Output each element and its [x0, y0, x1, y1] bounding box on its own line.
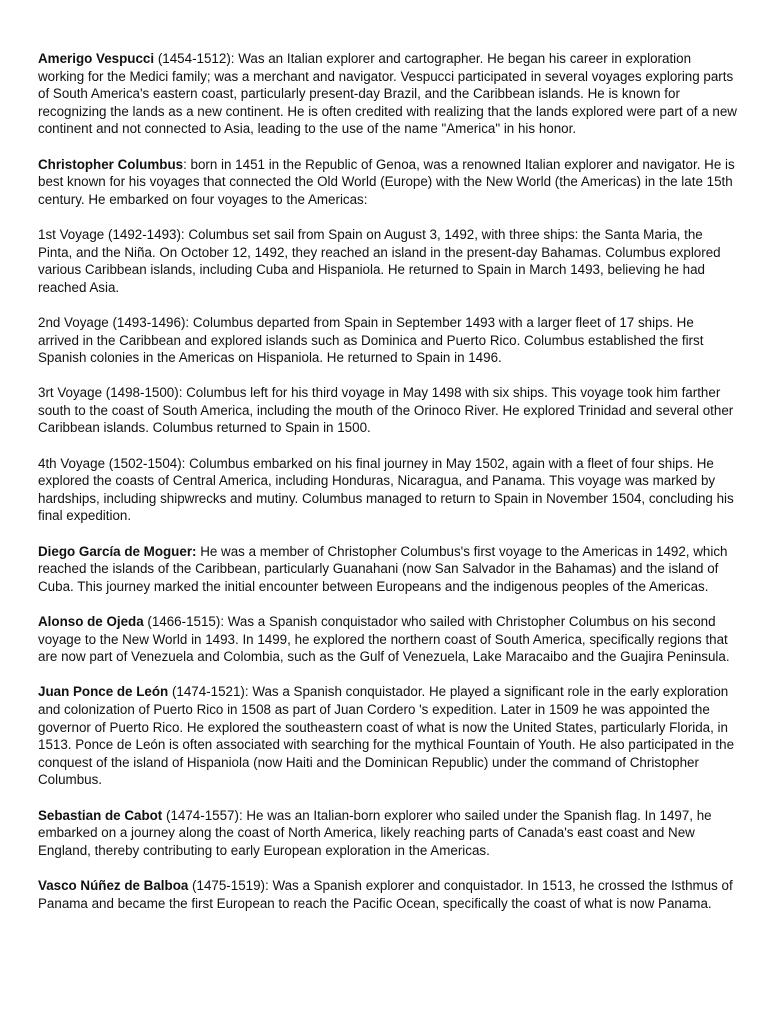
entry-vasco-nunez-de-balboa: [38, 877, 738, 912]
entry-diego-garcia-de-moguer: [38, 543, 738, 596]
entry-alonso-de-ojeda: [38, 613, 738, 666]
explorer-name: Juan Ponce de León: [38, 684, 169, 700]
explorer-description: (1475-1519): Was a Spanish explorer and conquistador. In 1513, he crossed the Isthmus of Panama and became the first European to reach the Pacific Ocean, specifically the coast of what is now Panama.: [38, 877, 733, 911]
explorer-description: : born in 1451 in the Republic of Genoa, was a renowned Italian explorer and navigator. He is best known for his voyages that connected the Old World (Europe) with the New World (the Americas) in the late 15th century. He embarked on four voyages to the Americas:: [38, 156, 735, 207]
explorer-description: He was a member of Christopher Columbus's first voyage to the Americas in 1492, which reached the islands of the Caribbean, particularly Guanahani (now San Salvador in the Bahamas) and the island of Cuba. This journey marked the initial encounter between Europeans and the indigenous peoples of the Americas.: [38, 543, 728, 594]
entry-christopher-columbus: [38, 156, 738, 209]
voyage-2: 2nd Voyage (1493-1496): Columbus departed from Spain in September 1493 with a larger fleet of 17 ships. He arrived in the Caribbean and explored islands such as Dominica and Puerto Rico. Columbus established the first Spanish colonies in the Americas on Hispaniola. He returned to Spain in 1496.: [38, 314, 704, 366]
explorer-name: Diego García de Moguer:: [38, 543, 197, 559]
explorer-name: Vasco Núñez de Balboa: [38, 877, 189, 893]
entry-amerigo-vespucci: [38, 50, 738, 138]
explorer-name: Sebastian de Cabot: [38, 807, 163, 823]
explorer-description: (1474-1521): Was a Spanish conquistador. He played a significant role in the early exploration and colonization of Puerto Rico in 1508 as part of Juan Cordero 's expedition. Later in 1509 he was appointed the governor of Puerto Rico. He explored the southeastern coast of what is now the United States, particularly Florida, in 1513. Ponce de León is often associated with searching for the mythical Fountain of Youth. He also participated in the conquest of the island of Hispaniola (now Haiti and the Dominican Republic) under the command of Christopher Columbus.: [38, 684, 735, 788]
explorer-description: (1454-1512): Was an Italian explorer and cartographer. He began his career in exploration working for the Medici family; was a merchant and navigator. Vespucci participated in several voyages exploring parts of South America's eastern coast, particularly present-day Brazil, and the Caribbean islands. He is known for recognizing the lands as a new continent. He is often credited with realizing that the lands explored were part of a new continent and not connected to Asia, leading to the use of the name "America" in his honor.: [38, 51, 737, 137]
explorer-name: Alonso de Ojeda: [38, 614, 144, 629]
entry-sebastian-de-cabot: [38, 807, 738, 860]
explorer-name: Christopher Columbus: [38, 156, 184, 172]
explorer-description: (1466-1515): Was a Spanish conquistador who sailed with Christopher Columbus on his second voyage to the New World in 1493. In 1499, he explored the northern coast of South America, specifically regions that are now part of Venezuela and Colombia, such as the Gulf of Venezuela, Lake Maracaibo and the Guajira Peninsula.: [38, 614, 730, 665]
document-page: [38, 50, 738, 930]
voyage-1: 1st Voyage (1492-1493): Columbus set sail from Spain on August 3, 1492, with three ships: the Santa Maria, the Pinta, and the Niña. On October 12, 1492, they reached an island in the present-day Bahamas. Columbus explored various Caribbean islands, including Cuba and Hispaniola. He returned to Spain in March 1493, believing he had reached Asia.: [38, 226, 721, 295]
voyage-3: 3rt Voyage (1498-1500): Columbus left for his third voyage in May 1498 with six ships. This voyage took him farther south to the coast of South America, including the mouth of the Orinoco River. He explored Trinidad and several other Caribbean islands. Columbus returned to Spain in 1500.: [38, 385, 734, 436]
entry-juan-ponce-de-leon: [38, 683, 738, 789]
explorer-name: Amerigo Vespucci: [38, 51, 155, 66]
voyage-4: 4th Voyage (1502-1504): Columbus embarked on his final journey in May 1502, again with a fleet of four ships. He explored the coasts of Central America, including Honduras, Nicaragua, and Panama. This voyage was marked by hardships, including shipwrecks and mutiny. Columbus managed to return to Spain in November 1504, concluding his final expedition.: [38, 455, 734, 524]
explorer-description: (1474-1557): He was an Italian-born explorer who sailed under the Spanish flag. In 1497, he embarked on a journey along the coast of North America, likely reaching parts of Canada's east coast and New England, thereby contributing to early European exploration in the Americas.: [38, 807, 712, 858]
